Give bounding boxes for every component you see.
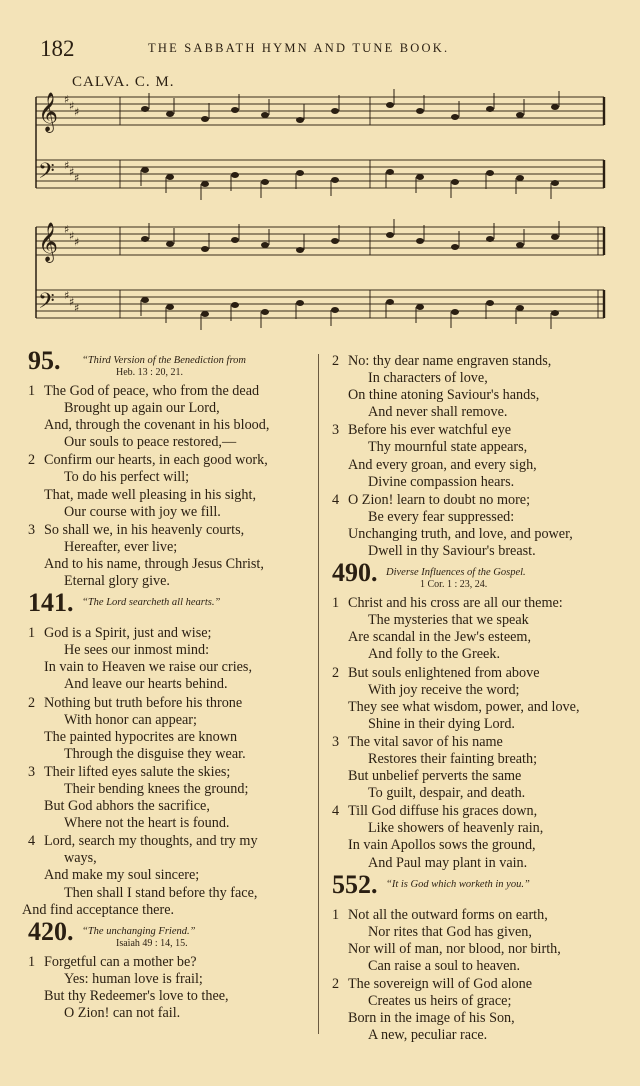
verse-text: Before his ever watchful eye [348, 422, 512, 439]
verse-line [22, 676, 312, 693]
note-head [166, 174, 174, 180]
note-head [516, 242, 524, 248]
verse-line [22, 781, 312, 798]
note-head [201, 311, 209, 317]
verse-line [22, 504, 312, 521]
note-head [451, 244, 459, 250]
note-head [386, 232, 394, 238]
note-head [451, 179, 459, 185]
note-head [416, 174, 424, 180]
verse-text: Be every fear suppressed: [368, 508, 515, 525]
note-head [141, 236, 149, 242]
stanza-number: 1 [28, 383, 36, 399]
verse-line [326, 439, 620, 456]
verse-line [22, 729, 312, 746]
hymn [22, 588, 312, 919]
verse-line [326, 370, 620, 387]
note-head [141, 106, 149, 112]
verse-text: Through the disguise they wear. [64, 745, 246, 762]
hymn-header [22, 588, 312, 624]
note-head [331, 307, 339, 313]
verse-text: Lord, search my thoughts, and try my [44, 833, 258, 850]
verse-text: With joy receive the word; [368, 681, 520, 698]
verse-text: And make my soul sincere; [44, 867, 200, 884]
stanza-number: 1 [332, 906, 340, 923]
sharp-sign: ♯ [69, 295, 75, 309]
verse-text: Eternal glory give. [64, 573, 170, 590]
note-head [451, 114, 459, 120]
verse-text: Shine in their dying Lord. [368, 715, 515, 732]
verse-text: Nor rites that God has given, [368, 923, 532, 940]
stanza [22, 833, 312, 918]
verse-text: On thine atoning Saviour's hands, [348, 387, 540, 404]
verse-text: Creates us heirs of grace; [368, 993, 512, 1010]
verse-line [326, 907, 620, 924]
stanza-number: 2 [332, 976, 340, 992]
verse-text: And folly to the Greek. [368, 646, 500, 663]
music-score [0, 0, 640, 340]
verse-text: Thy mournful state appears, [368, 439, 528, 456]
verse-line [326, 404, 620, 421]
verse-text: In vain Apollos sows the ground, [348, 837, 536, 854]
verse-line [22, 954, 312, 971]
verse-text: The mysteries that we speak [368, 612, 529, 629]
verse-text: He sees our inmost mind: [64, 642, 210, 659]
verse-text: The sovereign will of God alone [348, 976, 532, 992]
verse-text: Forgetful can a mother be? [44, 953, 197, 970]
note-head [551, 234, 559, 240]
verse-line [22, 400, 312, 417]
stanza-number: 2 [332, 664, 340, 681]
verse-line [22, 417, 312, 434]
note-head [331, 177, 339, 183]
note-head [416, 238, 424, 244]
verse-line [326, 716, 620, 733]
verse-line [326, 1010, 620, 1027]
verse-text: So shall we, in his heavenly courts, [44, 521, 245, 538]
note-head [296, 247, 304, 253]
verse-line [22, 971, 312, 988]
note-head [331, 108, 339, 114]
note-head [386, 102, 394, 108]
verse-line [326, 629, 620, 646]
note-head [201, 116, 209, 122]
verse-text: And, through the covenant in his blood, [44, 417, 270, 434]
verse-text: No: thy dear name engraven stands, [348, 353, 552, 369]
sharp-sign: ♯ [74, 301, 80, 315]
note-head [486, 300, 494, 306]
verse-text: But God abhors the sacrifice, [44, 798, 210, 815]
stanza [22, 695, 312, 763]
note-head [416, 304, 424, 310]
scripture-reference: 1 Cor. 1 : 23, 24. [420, 579, 488, 591]
stanza [326, 492, 620, 560]
scripture-reference: Isaiah 49 : 14, 15. [116, 937, 188, 949]
verse-line [326, 768, 620, 785]
stanza [326, 907, 620, 975]
verse-line [326, 509, 620, 526]
hymn-number: 552. [332, 869, 378, 899]
verse-line [22, 885, 312, 902]
note-head [416, 108, 424, 114]
verse-text: And leave our hearts behind. [64, 676, 228, 693]
note-head [516, 175, 524, 181]
hymn-title: Diverse Influences of the Gospel. [386, 567, 526, 579]
verse-line [326, 682, 620, 699]
verse-line [22, 452, 312, 469]
verse-text: And every groan, and every sigh, [348, 456, 537, 473]
stanza-number: 4 [332, 803, 340, 820]
stanza-number: 3 [28, 521, 36, 538]
verse-text: The God of peace, who from the dead [44, 383, 260, 399]
verse-text: O Zion! can not fail. [64, 1005, 181, 1021]
note-head [551, 104, 559, 110]
verse-line [22, 522, 312, 539]
hymn-number: 141. [28, 588, 74, 618]
verse-line [22, 695, 312, 712]
verse-line [326, 646, 620, 663]
verse-line [22, 642, 312, 659]
verse-line [22, 1005, 312, 1022]
hymn-header [22, 916, 312, 953]
verse-line [326, 353, 620, 370]
tune-name: CALVA. C. M. [72, 74, 175, 90]
verse-text: God is a Spirit, just and wise; [44, 625, 212, 642]
verse-line [326, 837, 620, 854]
note-head [451, 309, 459, 315]
hymn-header [326, 558, 620, 594]
note-head [296, 117, 304, 123]
verse-line [22, 625, 312, 642]
verse-text: But unbelief perverts the same [348, 768, 522, 785]
verse-line [22, 434, 312, 451]
note-head [231, 172, 239, 178]
verse-text: ways, [64, 850, 97, 867]
hymn-title: “It is God which worketh in you.” [386, 878, 530, 890]
sharp-sign: ♯ [74, 171, 80, 185]
verse-line [22, 746, 312, 763]
verse-line [326, 492, 620, 509]
verse-text: And never shall remove. [368, 404, 508, 421]
stanza [326, 595, 620, 663]
note-head [141, 297, 149, 303]
hymn-title: “The Lord searcheth all hearts.” [82, 597, 221, 609]
note-head [551, 310, 559, 316]
verse-line [22, 469, 312, 486]
hymn [326, 558, 620, 872]
hymn [326, 353, 620, 560]
verse-line [326, 751, 620, 768]
verse-text: Nor will of man, nor blood, nor birth, [348, 940, 561, 957]
sharp-sign: ♯ [69, 99, 75, 113]
verse-text: Where not the heart is found. [64, 815, 230, 832]
verse-line [22, 556, 312, 573]
stanza-number: 3 [332, 733, 340, 750]
sharp-sign: ♯ [64, 93, 70, 106]
note-head [386, 169, 394, 175]
hymn-number: 490. [332, 558, 378, 588]
verse-text: Can raise a soul to heaven. [368, 957, 521, 974]
verse-text: Dwell in thy Saviour's breast. [368, 543, 536, 560]
stanza [22, 625, 312, 693]
hymn-number: 95. [28, 346, 61, 375]
bass-clef: 𝄢 [38, 159, 55, 189]
verse-text: Their lifted eyes salute the skies; [44, 763, 231, 780]
stanza-number: 2 [28, 452, 36, 469]
stanza-number: 3 [332, 422, 340, 439]
note-head [261, 309, 269, 315]
verse-text: To do his perfect will; [64, 469, 190, 486]
stanza [326, 353, 620, 421]
left-column [22, 346, 312, 1022]
stanza [326, 734, 620, 802]
note-head [296, 170, 304, 176]
note-head [231, 107, 239, 113]
running-head: THE SABBATH HYMN AND TUNE BOOK. [148, 41, 450, 55]
verse-text: Brought up again our Lord, [64, 400, 220, 417]
page-number: 182 [40, 36, 75, 61]
verse-text: They see what wisdom, power, and love, [348, 698, 580, 715]
verse-text: Hereafter, ever live; [64, 538, 178, 555]
verse-line [326, 699, 620, 716]
stanza-number: 2 [28, 694, 36, 711]
verse-text: That, made well pleasing in his sight, [44, 486, 256, 503]
sharp-sign: ♯ [69, 229, 75, 243]
stanza-number: 1 [332, 595, 340, 612]
verse-text: A new, peculiar race. [368, 1027, 488, 1044]
verse-line [326, 993, 620, 1010]
verse-text: Confirm our hearts, in each good work, [44, 452, 268, 469]
verse-text: But thy Redeemer's love to thee, [44, 987, 229, 1004]
verse-text: The painted hypocrites are known [44, 728, 238, 745]
sharp-sign: ♯ [74, 105, 80, 119]
hymn-header [22, 346, 312, 382]
hymn-title: “The unchanging Friend.” [82, 925, 196, 937]
verse-text: Nothing but truth before his throne [44, 694, 243, 711]
verse-text: Unchanging truth, and love, and power, [348, 525, 573, 542]
hymn [22, 346, 312, 590]
verse-text: Not all the outward forms on earth, [348, 906, 548, 923]
verse-line [22, 988, 312, 1005]
verse-line [22, 383, 312, 400]
hymn-title: “Third Version of the Benediction from [82, 355, 247, 366]
verse-line [22, 815, 312, 832]
stanza-number: 4 [28, 833, 36, 850]
treble-clef: 𝄞 [38, 92, 59, 132]
verse-line [326, 457, 620, 474]
verse-line [326, 595, 620, 612]
verse-line [326, 526, 620, 543]
verse-line [22, 487, 312, 504]
note-head [486, 170, 494, 176]
verse-text: O Zion! learn to doubt no more; [348, 491, 531, 508]
verse-line [22, 659, 312, 676]
hymn-number: 420. [28, 916, 74, 946]
stanza [22, 522, 312, 590]
verse-text: Like showers of heavenly rain, [368, 820, 544, 837]
hymn [22, 916, 312, 1022]
note-head [486, 106, 494, 112]
verse-text: Our souls to peace restored,— [64, 434, 237, 451]
verse-text: To guilt, despair, and death. [368, 785, 526, 802]
note-head [261, 179, 269, 185]
note-head [231, 237, 239, 243]
note-head [296, 300, 304, 306]
verse-text: Yes: human love is frail; [64, 970, 203, 987]
stanza [22, 452, 312, 520]
verse-line [326, 941, 620, 958]
verse-text: Their bending knees the ground; [64, 780, 249, 797]
verse-line [22, 850, 312, 867]
verse-line [22, 798, 312, 815]
verse-line [326, 665, 620, 682]
column-rule [318, 354, 319, 1034]
verse-text: In characters of love, [368, 370, 488, 387]
verse-text: Christ and his cross are all our theme: [348, 595, 563, 612]
verse-line [326, 803, 620, 820]
verse-line [326, 1027, 620, 1044]
stanza [326, 422, 620, 490]
bass-clef: 𝄢 [38, 289, 55, 319]
note-head [201, 181, 209, 187]
verse-text: And Paul may plant in vain. [368, 854, 528, 871]
stanza-number: 1 [28, 625, 36, 642]
sharp-sign: ♯ [64, 289, 70, 302]
verse-line [326, 422, 620, 439]
verse-text: The vital savor of his name [348, 733, 503, 750]
treble-clef: 𝄞 [38, 222, 59, 262]
verse-text: In vain to Heaven we raise our cries, [44, 659, 252, 676]
stanza [326, 976, 620, 1044]
verse-line [326, 734, 620, 751]
verse-line [326, 612, 620, 629]
note-head [201, 246, 209, 252]
note-head [551, 180, 559, 186]
verse-line [22, 712, 312, 729]
note-head [141, 167, 149, 173]
note-head [231, 302, 239, 308]
verse-text: Born in the image of his Son, [348, 1010, 515, 1027]
verse-text: Are scandal in the Jew's esteem, [348, 629, 531, 646]
stanza [22, 764, 312, 832]
note-head [331, 238, 339, 244]
note-head [261, 112, 269, 118]
verse-text: Divine compassion hears. [368, 473, 515, 490]
right-column [326, 352, 620, 1044]
verse-text: And to his name, through Jesus Christ, [44, 555, 264, 572]
note-head [166, 241, 174, 247]
stanza [22, 383, 312, 451]
verse-line [326, 976, 620, 993]
verse-text: Till God diffuse his graces down, [348, 803, 538, 820]
verse-line [326, 387, 620, 404]
stanza-number: 4 [332, 491, 340, 508]
note-head [516, 112, 524, 118]
verse-line [326, 958, 620, 975]
hymn [326, 869, 620, 1045]
verse-line [22, 833, 312, 850]
note-head [486, 236, 494, 242]
verse-text: With honor can appear; [64, 711, 197, 728]
verse-line [326, 820, 620, 837]
stanza [22, 954, 312, 1022]
sharp-sign: ♯ [69, 165, 75, 179]
verse-line [326, 474, 620, 491]
verse-line [22, 539, 312, 556]
sharp-sign: ♯ [64, 159, 70, 172]
verse-text: But souls enlightened from above [348, 664, 540, 681]
verse-line [22, 764, 312, 781]
note-head [166, 304, 174, 310]
note-head [261, 242, 269, 248]
verse-text: Restores their fainting breath; [368, 750, 538, 767]
stanza [326, 803, 620, 871]
verse-text: Our course with joy we fill. [64, 503, 221, 520]
stanza [326, 665, 620, 733]
note-head [386, 299, 394, 305]
note-head [166, 111, 174, 117]
verse-text: Then shall I stand before thy face, [64, 884, 258, 901]
scripture-reference: Heb. 13 : 20, 21. [116, 367, 183, 378]
note-head [516, 305, 524, 311]
verse-line [326, 924, 620, 941]
verse-line [22, 867, 312, 884]
verse-line [326, 785, 620, 802]
sharp-sign: ♯ [74, 235, 80, 249]
hymn-header [326, 869, 620, 906]
stanza-number: 3 [28, 763, 36, 780]
stanza-number: 2 [332, 353, 340, 369]
stanza-number: 1 [28, 953, 36, 970]
sharp-sign: ♯ [64, 223, 70, 236]
verse-text: And find acceptance there. [22, 901, 175, 918]
